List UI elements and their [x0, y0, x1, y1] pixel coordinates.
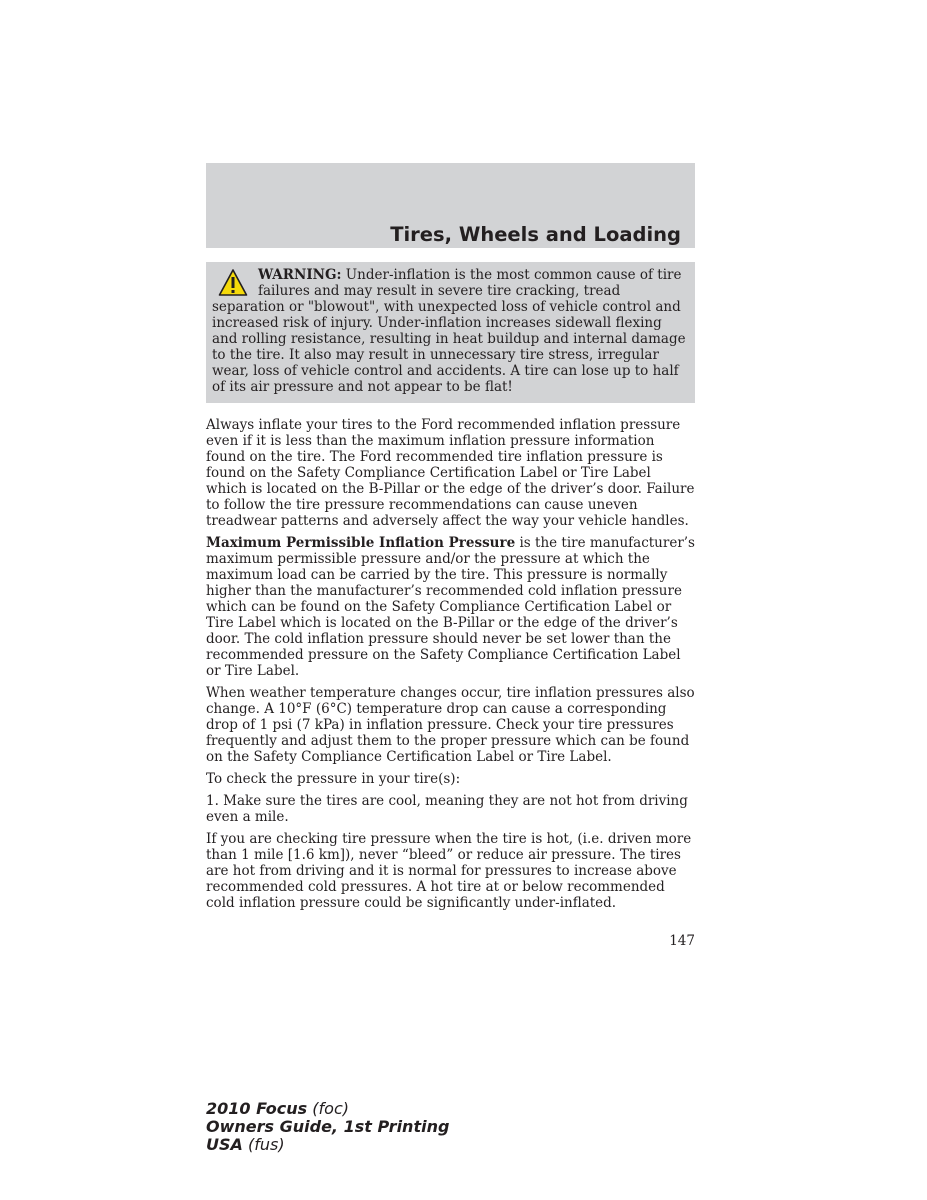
warning-box [206, 262, 695, 403]
footer-market-code: (fus) [242, 1135, 285, 1154]
footer-market: USA [206, 1135, 243, 1154]
warning-text [212, 267, 689, 395]
warning-label: WARNING: [258, 267, 342, 283]
paragraph-max-pressure [206, 535, 695, 679]
warning-triangle-icon [218, 268, 248, 298]
paragraph-check-intro: To check the pressure in your tire(s): [206, 771, 461, 787]
paragraph-temperature: When weather temperature changes occur, tire inflation pressures also change. A 10°F (6°C) temperature drop can cause a corresponding drop of 1 psi (7 kPa) in inflation pressure. Check your tire pressures frequently and adjust them to the proper pressure which can be found on the Safety Compliance Certification Label or Tire Label. [206, 685, 695, 765]
step-1: 1. Make sure the tires are cool, meaning they are not hot from driving even a mile. [206, 793, 688, 825]
section-header-band [206, 163, 695, 248]
footer-line-2: Owners Guide, 1st Printing [206, 1117, 450, 1136]
paragraph-hot-tire: If you are checking tire pressure when the tire is hot, (i.e. driven more than 1 mile [1.6 km]), never “bleed” or reduce air pressure. The tires are hot from driving and it is normal for pressures to increase above recommended cold pressures. A hot tire at or below recommended cold inflation pressure could be significantly under-inflated. [206, 831, 692, 911]
footer-model: 2010 Focus [206, 1099, 308, 1118]
page-number: 147 [669, 933, 695, 949]
term-max-pressure: Maximum Permissible Inflation Pressure [206, 535, 516, 551]
footer [206, 1100, 449, 1154]
body-text [206, 417, 695, 917]
warning-body: Under-inflation is the most common cause of tire failures and may result in severe tire cracking, tread separation or "blowout", with unexpected loss of vehicle control and increased risk of injury. Under-inflation increases sidewall flexing and rolling resistance, resulting in heat buildup and internal damage to the tire. It also may result in unnecessary tire stress, irregular wear, loss of vehicle control and accidents. A tire can lose up to half of its air pressure and not appear to be flat! [212, 267, 686, 395]
footer-line-3 [206, 1136, 449, 1154]
max-pressure-definition: is the tire manufacturer’s maximum permissible pressure and/or the pressure at which the maximum load can be carried by the tire. This pressure is normally higher than the manufacturer’s recommended cold inflation pressure which can be found on the Safety Compliance Certification Label or Tire Label which is located on the B-Pillar or the edge of the driver’s door. The cold inflation pressure should never be set lower than the recommended pressure on the Safety Compliance Certification Label or Tire Label. [206, 535, 695, 679]
paragraph-inflate: Always inflate your tires to the Ford recommended inflation pressure even if it is less than the maximum inflation pressure information found on the tire. The Ford recommended tire inflation pressure is found on the Safety Compliance Certification Label or Tire Label which is located on the B-Pillar or the edge of the driver’s door. Failure to follow the tire pressure recommendations can cause uneven treadwear patterns and adversely affect the way your vehicle handles. [206, 417, 695, 529]
footer-line-1 [206, 1100, 449, 1118]
footer-model-code: (foc) [307, 1099, 349, 1118]
section-title: Tires, Wheels and Loading [390, 223, 681, 246]
